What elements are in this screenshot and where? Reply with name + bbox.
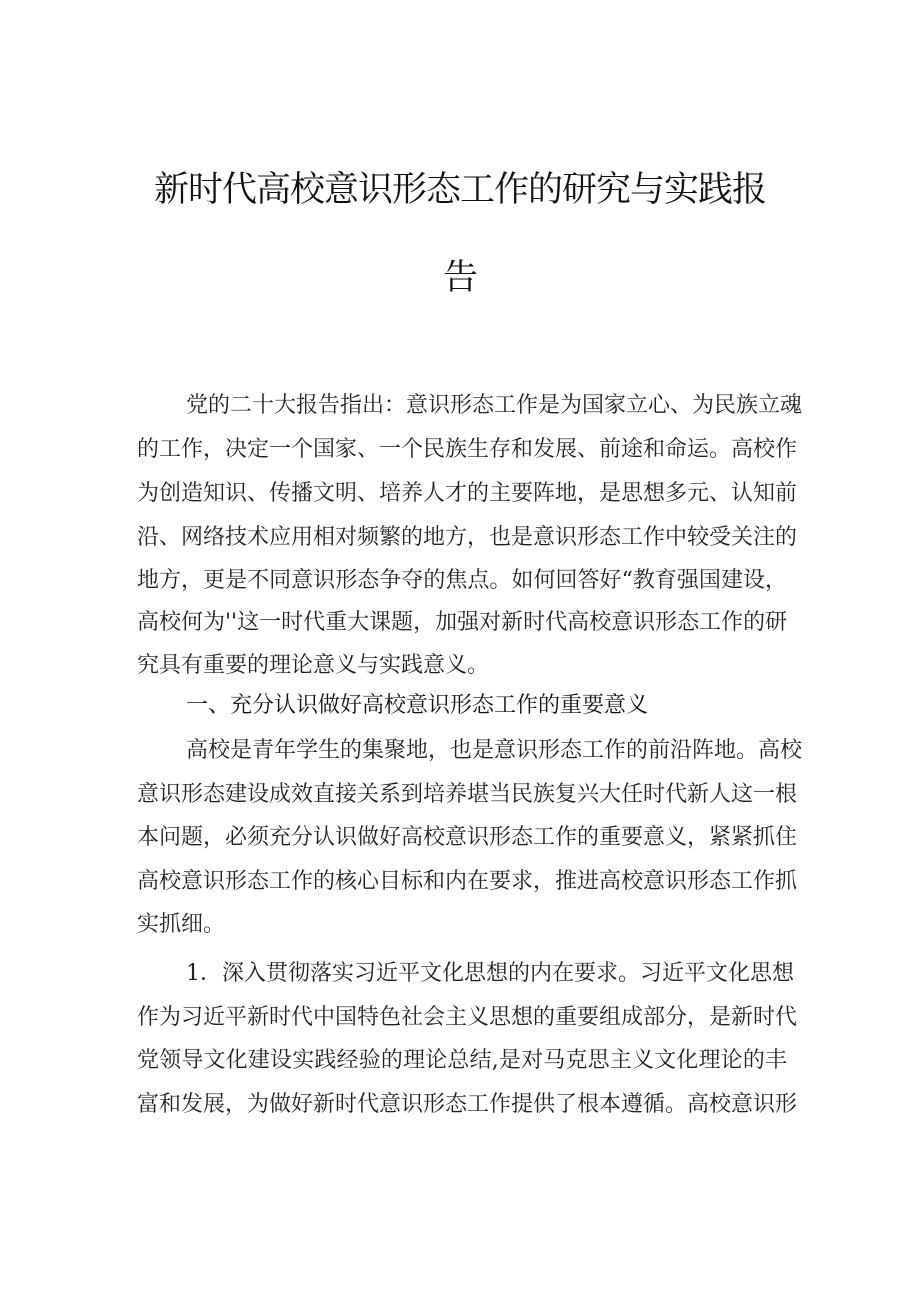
document-title-line-1: 新时代高校意识形态工作的研究与实践报 xyxy=(153,170,766,210)
paragraph-2-line: 意识形态建设成效直接关系到培养堪当民族复兴大任时代新人这一根 xyxy=(137,782,798,807)
paragraph-1-line: 党的二十大报告指出：意识形态工作是为国家立心、为民族立魂 xyxy=(186,393,803,418)
paragraph-1-line: 究具有重要的理论意义与实践意义。 xyxy=(137,653,490,678)
paragraph-2-line: 高校意识形态工作的核心目标和内在要求，推进高校意识形态工作抓 xyxy=(137,869,798,894)
paragraph-1-line: 的工作，决定一个国家、一个民族生存和发展、前途和命运。高校作 xyxy=(137,437,798,462)
section-1-heading: 一、充分认识做好高校意识形态工作的重要意义 xyxy=(186,693,649,718)
paragraph-1-line: 沿、网络技术应用相对频繁的地方，也是意识形态工作中较受关注的 xyxy=(137,525,798,550)
paragraph-2-line: 本问题，必须充分认识做好高校意识形态工作的重要意义，紧紧抓住 xyxy=(137,825,798,850)
paragraph-3-line: 作为习近平新时代中国特色社会主义思想的重要组成部分，是新时代 xyxy=(137,1005,798,1030)
paragraph-2-line: 高校是青年学生的集聚地，也是意识形态工作的前沿阵地。高校 xyxy=(186,738,803,763)
paragraph-3-line: 党领导文化建设实践经验的理论总结,是对马克思主义文化理论的丰 xyxy=(137,1048,787,1073)
paragraph-1-line: 高校何为''这一时代重大课题，加强对新时代高校意识形态工作的研 xyxy=(137,610,788,635)
paragraph-1-line: 为创造知识、传播文明、培养人才的主要阵地，是思想多元、认知前 xyxy=(137,481,798,506)
paragraph-2-line: 实抓细。 xyxy=(137,912,226,937)
document-title-line-2: 告 xyxy=(442,258,477,298)
paragraph-3-line: 富和发展，为做好新时代意识形态工作提供了根本遵循。高校意识形 xyxy=(137,1092,798,1117)
paragraph-3-line: 1．深入贯彻落实习近平文化思想的内在要求。习近平文化思想 xyxy=(186,961,794,986)
paragraph-1-line: 地方，更是不同意识形态争夺的焦点。如何回答好“教育强国建设， xyxy=(137,568,787,593)
